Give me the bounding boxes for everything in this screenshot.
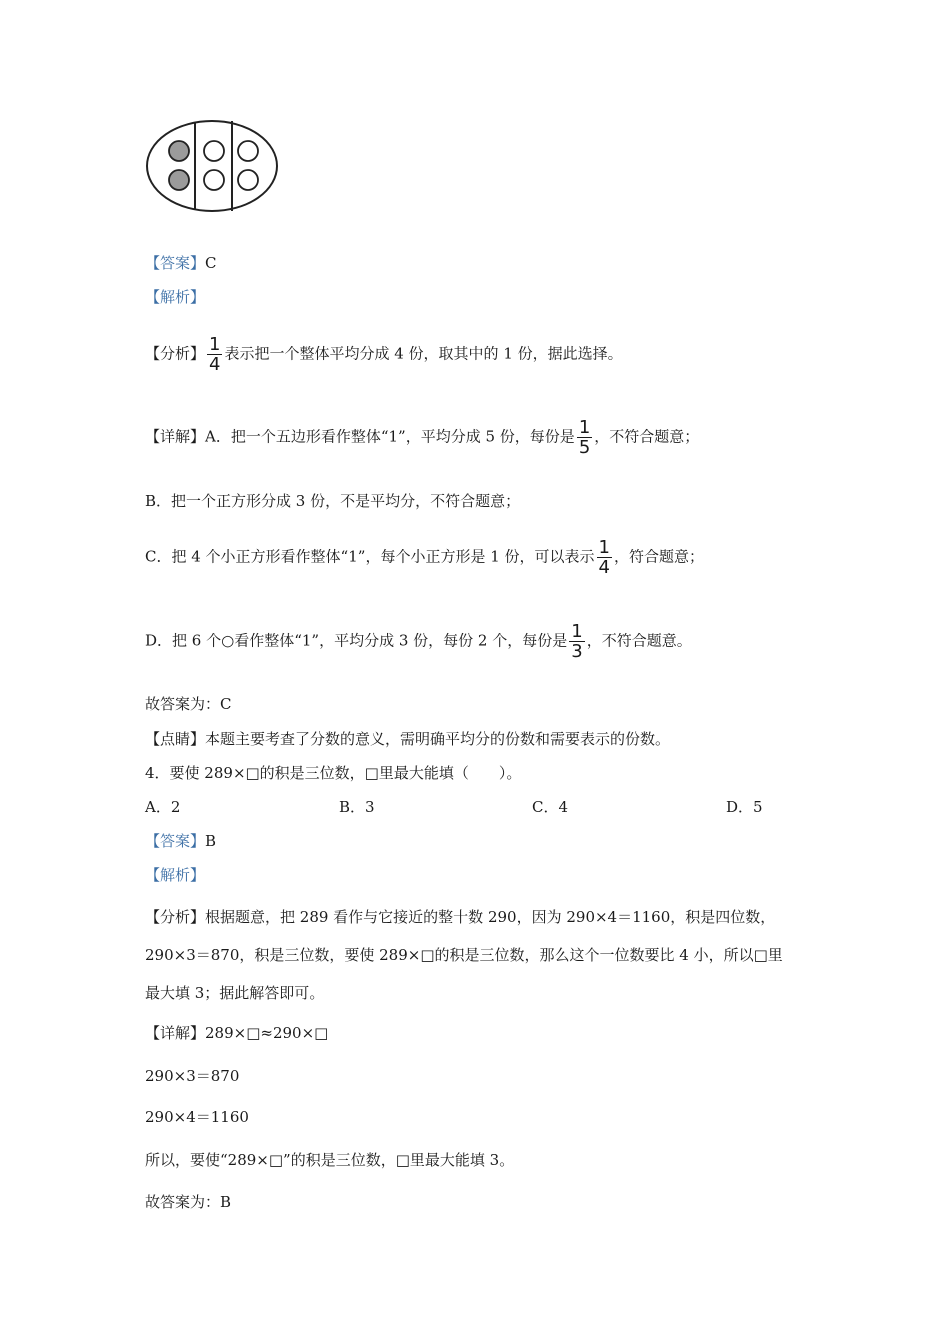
fraction-1-3: $\frac{1}{3}$ [571,621,583,662]
q3-detail-a [145,418,699,457]
fenxi-text: 表示把一个整体平均分成 4 份，取其中的 1 份，据此选择。 [224,344,623,363]
q3-fenxi [145,335,623,374]
q4-detail-1 [145,1023,328,1043]
q3-analysis [145,287,205,307]
q3-answer [145,253,217,273]
q3-detail-c [145,538,704,577]
q4-option-a: A．2 [145,798,181,816]
shaded-circle [169,170,189,190]
detail-line1: 289×□≈290×□ [205,1024,329,1042]
empty-circle [238,141,258,161]
dianjing-text: 本题主要考查了分数的意义，需明确平均分的份数和需要表示的份数。 [205,730,671,748]
fenxi-line1: 根据题意，把 289 看作与它接近的整十数 290，因为 290×4＝1160，积是四位数， [205,908,776,926]
empty-circle [204,170,224,190]
empty-circle [238,170,258,190]
detail-label: 【详解】 [145,1024,206,1042]
q3-detail-b: B．把一个正方形分成 3 份，不是平均分，不符合题意； [145,492,521,510]
q4-answer [145,831,216,851]
q4-fenxi-3: 最大填 3；据此解答即可。 [145,984,325,1002]
q3-dianjing [145,729,670,749]
detail-d-pre: D．把 6 个○看作整体“1”，平均分成 3 份，每份 2 个，每份是 [145,631,568,650]
answer-value: C [205,254,217,272]
detail-label: 【详解】 [145,427,206,446]
q4-option-d: D．5 [726,798,763,816]
q4-conclusion: 故答案为：B [145,1193,232,1211]
empty-circle [204,141,224,161]
analysis-label: 【解析】 [145,866,206,884]
q4-detail-2: 290×3＝870 [145,1067,240,1085]
oval-circles-figure [144,118,282,216]
q4-option-b: B．3 [339,798,375,816]
q3-detail-d [145,622,692,661]
detail-d-post: ，不符合题意。 [586,631,692,650]
answer-label: 【答案】 [145,254,206,272]
fraction-1-5: $\frac{1}{5}$ [578,417,591,458]
dianjing-label: 【点睛】 [145,730,206,748]
shaded-circle [169,141,189,161]
q4-question: 4．要使 289×□的积是三位数，□里最大能填（ ）。 [145,764,522,782]
q4-option-c: C．4 [532,798,569,816]
answer-label: 【答案】 [145,832,206,850]
detail-c-post: ，符合题意； [613,547,704,566]
q4-fenxi-1 [145,907,775,927]
oval-outline [147,121,277,211]
q4-analysis [145,865,205,885]
detail-a-post: ，不符合题意； [594,427,700,446]
q4-detail-3: 290×4＝1160 [145,1108,249,1126]
fraction-1-4: $\frac{1}{4}$ [209,334,221,375]
q4-fenxi-2: 290×3＝870，积是三位数，要使 289×□的积是三位数，那么这个一位数要比 4 小，所以□里 [145,946,783,964]
q3-conclusion: 故答案为：C [145,695,232,713]
analysis-label: 【解析】 [145,288,206,306]
fraction-1-4-c: $\frac{1}{4}$ [598,537,610,578]
detail-c-pre: C．把 4 个小正方形看作整体“1”，每个小正方形是 1 份，可以表示 [145,547,595,566]
fenxi-label: 【分析】 [145,344,206,363]
answer-value: B [205,832,217,850]
detail-a-pre: A．把一个五边形看作整体“1”，平均分成 5 份，每份是 [205,427,575,446]
fenxi-label: 【分析】 [145,908,206,926]
q4-detail-4: 所以，要使“289×□”的积是三位数，□里最大能填 3。 [145,1151,515,1169]
